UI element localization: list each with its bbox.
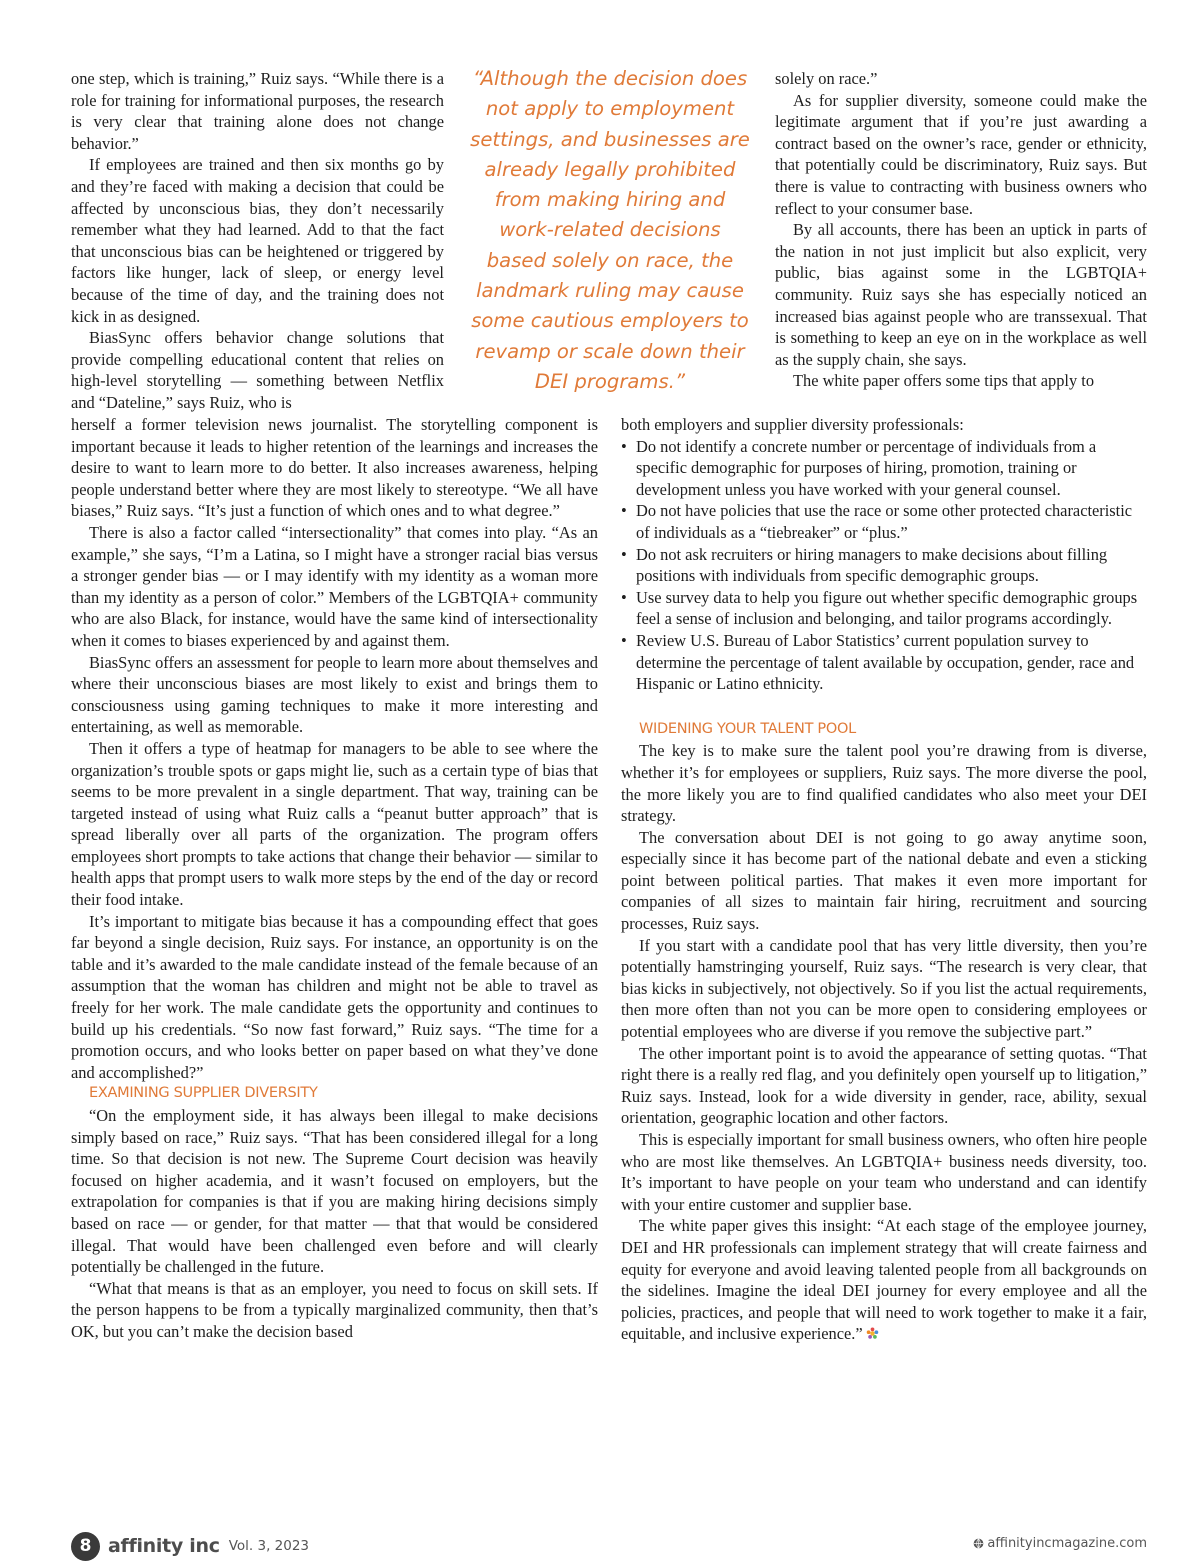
left-column-bottom bbox=[71, 414, 598, 1343]
website-link[interactable]: affinityincmagazine.com bbox=[987, 1536, 1147, 1551]
section-heading-supplier-diversity: EXAMINING SUPPLIER DIVERSITY bbox=[89, 1085, 318, 1102]
bullet-icon: • bbox=[621, 501, 627, 521]
section-heading-talent-pool: WIDENING YOUR TALENT POOL bbox=[639, 720, 856, 737]
page-number: 8 bbox=[71, 1532, 100, 1561]
body-paragraph: Then it offers a type of heatmap for managers to be able to see where the organization’s trouble spots or gaps might lie, such as a certain type of bias that seems to be more prevalent in a single department. That way, training can be targeted instead of using what Ruiz calls a “peanut butter approach” that is spread liberally over all parts of the organization. The program offers employees short prompts to take actions that change their behavior — similar to health apps that prompt users to walk more steps by the end of the day or record their food intake. bbox=[71, 738, 598, 910]
bullet-icon: • bbox=[621, 630, 627, 650]
issue-label: Vol. 3, 2023 bbox=[228, 1538, 310, 1554]
body-paragraph: “What that means is that as an employer, you need to focus on skill sets. If the person happens to be from a typically marginalized community, then that’s OK, but you can’t make the decision based bbox=[71, 1278, 598, 1341]
list-item: • Do not identify a concrete number or percentage of individuals from a specific demographic for purposes of hiring, promotion, training or development unless you have worked with your general counsel. bbox=[621, 436, 1097, 499]
list-item: • Do not ask recruiters or hiring managers to make decisions about filling positions with individuals from specific demographic groups. bbox=[621, 544, 1108, 586]
body-paragraph: The white paper offers some tips that apply to bbox=[793, 371, 1095, 391]
body-paragraph: solely on race.” bbox=[775, 69, 878, 88]
body-paragraph: As for supplier diversity, someone could make the legitimate argument that if you’re just awarding a contract based on the owner’s race, gender or ethnicity, that potentially could be discriminatory, Ruiz says. But there is value to contracting with business owners who reflect to your consumer base. bbox=[775, 90, 1147, 218]
list-item: • Review U.S. Bureau of Labor Statistics’ current population survey to determine the percentage of talent available by occupation, gender, race and Hispanic or Latino ethnicity. bbox=[621, 630, 1135, 694]
right-column-bottom bbox=[621, 414, 1147, 1345]
body-paragraph: It’s important to mitigate bias because it has a compounding effect that goes far beyond a single decision, Ruiz says. For instance, an opportunity is on the table and it’s awarded to the male candidate instead of the female because of an assumption that the woman has children and might not be able to travel as freely for her work. The male candidate gets the opportunity and continues to build up his credentials. “So now fast forward,” Ruiz says. “The time for a promotion occurs, and who looks better on paper based on what they’ve done and accomplished?” bbox=[71, 911, 598, 1082]
body-paragraph: BiasSync offers behavior change solutions that provide compelling educational content that relies on high-level storytelling — something between Netflix and “Dateline,” says Ruiz, who is bbox=[71, 328, 444, 412]
body-paragraph: The key is to make sure the talent pool you’re drawing from is diverse, whether it’s for employees or suppliers, Ruiz says. The more diverse the pool, the more likely you are to find qualified candidates who also meet your DEI strategy. bbox=[621, 741, 1147, 826]
body-paragraph: “On the employment side, it has always been illegal to make decisions simply based on race,” Ruiz says. “That has been considered illegal for a long time. So that decision is not new. The Supreme Court decision was heavily focused on higher academia, and it wasn’t focused on employers, but the extrapolation for companies is that if you are making hiring decisions simply based on race — or gender, for that matter — that that would be considered illegal. That would have been challenged even before and will clearly potentially be challenged in the future. bbox=[71, 1106, 598, 1277]
magazine-logo: affinity inc bbox=[108, 1535, 220, 1557]
body-paragraph: BiasSync offers an assessment for people to learn more about themselves and where their unconscious biases are most likely to exist and brings them to consciousness using gaming techniques to make it more interesting and entertaining, as well as memorable. bbox=[71, 652, 598, 737]
body-paragraph: herself a former television news journalist. The storytelling component is important because it leads to higher retention of the learnings and increases the desire to want to learn more to do better. It also increases awareness, helping people understand better where they are most likely to stereotype. “We all have biases,” Ruiz says. “It’s just a function of which ones and to what degree.” bbox=[71, 415, 598, 521]
body-paragraph: There is also a factor called “intersectionality” that comes into play. “As an example,” she says, “I’m a Latina, so I might have a stronger racial bias versus a stronger gender bias — or I may identify with my identity as a woman more than my identity as a person of color.” Members of the LGBTQIA+ community who are also Black, for instance, would have the same kind of intersectionality when it comes to biases experienced by and against them. bbox=[71, 522, 598, 650]
body-paragraph: If employees are trained and then six months go by and they’re faced with making a decision that could be affected by unconscious bias, they don’t necessarily remember what they had learned. Add to that the fact that unconscious bias can be heightened or triggered by factors like hunger, lack of sleep, or energy level because of the time of day, and the training does not kick in as designed. bbox=[71, 155, 444, 326]
list-item: • Do not have policies that use the race or some other protected characteristic of individuals as a “tiebreaker” or “plus.” bbox=[621, 501, 1133, 542]
globe-icon bbox=[973, 1538, 984, 1549]
body-paragraph: both employers and supplier diversity professionals: bbox=[621, 415, 964, 434]
body-paragraph: The other important point is to avoid the appearance of setting quotas. “That right there is a really red flag, and you definitely open yourself up to litigation,” Ruiz says. Instead, look for a wide diversity in gender, race, ability, sexual orientation, geographic location and other factors. bbox=[621, 1043, 1147, 1128]
bullet-icon: • bbox=[621, 587, 627, 607]
left-column-top bbox=[71, 68, 444, 414]
body-paragraph: If you start with a candidate pool that has very little diversity, then you’re potentially hamstringing yourself, Ruiz says. “The research is very clear, that bias kicks in subjectively, not objectively. So if you list the actual requirements, then more often than not you can be more open to considering employees or potential employees who are diverse if you remove the subjective part.” bbox=[621, 935, 1147, 1042]
body-paragraph: By all accounts, there has been an uptick in parts of the nation in not just implicit but also explicit, very public, bias against some in the LGBTQIA+ community. Ruiz says she has especially noticed an increased bias against people who are transsexual. That is something to keep an eye on in the workplace as well as the supply chain, she says. bbox=[775, 220, 1147, 369]
tips-list bbox=[621, 436, 1147, 695]
body-paragraph: This is especially important for small business owners, who often hire people who are most like themselves. An LGBTQIA+ business needs diversity, too. It’s important to have people on your team who understand and can identify with your entire customer and supplier base. bbox=[621, 1130, 1147, 1214]
footer-right bbox=[973, 1536, 1147, 1551]
list-item: • Use survey data to help you figure out whether specific demographic groups feel a sense of inclusion and belonging, and tailor programs accordingly. bbox=[621, 587, 1138, 629]
pull-quote: “Although the decision does not apply to employment settings, and businesses are already legally prohibited from making hiring and work-related decisions based solely on race, the landmark ruling may cause some cautious employers to revamp or scale down their DEI programs.” bbox=[470, 67, 750, 393]
body-paragraph: The white paper gives this insight: “At each stage of the employee journey, DEI and HR professionals can implement strategy that will create fairness and equity for everyone and avoid leaving talented people from all backgrounds on the sidelines. Imagine the ideal DEI journey for every employee and all the policies, practices, and people that will need to work together to make it a fair, equitable, and inclusive experience.” bbox=[621, 1216, 1147, 1344]
body-paragraph: one step, which is training,” Ruiz says. “While there is a role for training for informational purposes, the research is very clear that training alone does not change behavior.” bbox=[71, 69, 444, 153]
body-paragraph: The conversation about DEI is not going to go away anytime soon, especially since it has become part of the national debate and even a sticking point between political parties. That makes it even more important for companies of all sizes to maintain fair hiring, recruitment and sourcing processes, Ruiz says. bbox=[621, 827, 1147, 934]
end-mark-icon bbox=[866, 1327, 879, 1340]
right-column-top bbox=[775, 68, 1147, 392]
bullet-icon: • bbox=[621, 544, 627, 564]
footer-left bbox=[71, 1531, 309, 1561]
bullet-icon: • bbox=[621, 436, 627, 456]
